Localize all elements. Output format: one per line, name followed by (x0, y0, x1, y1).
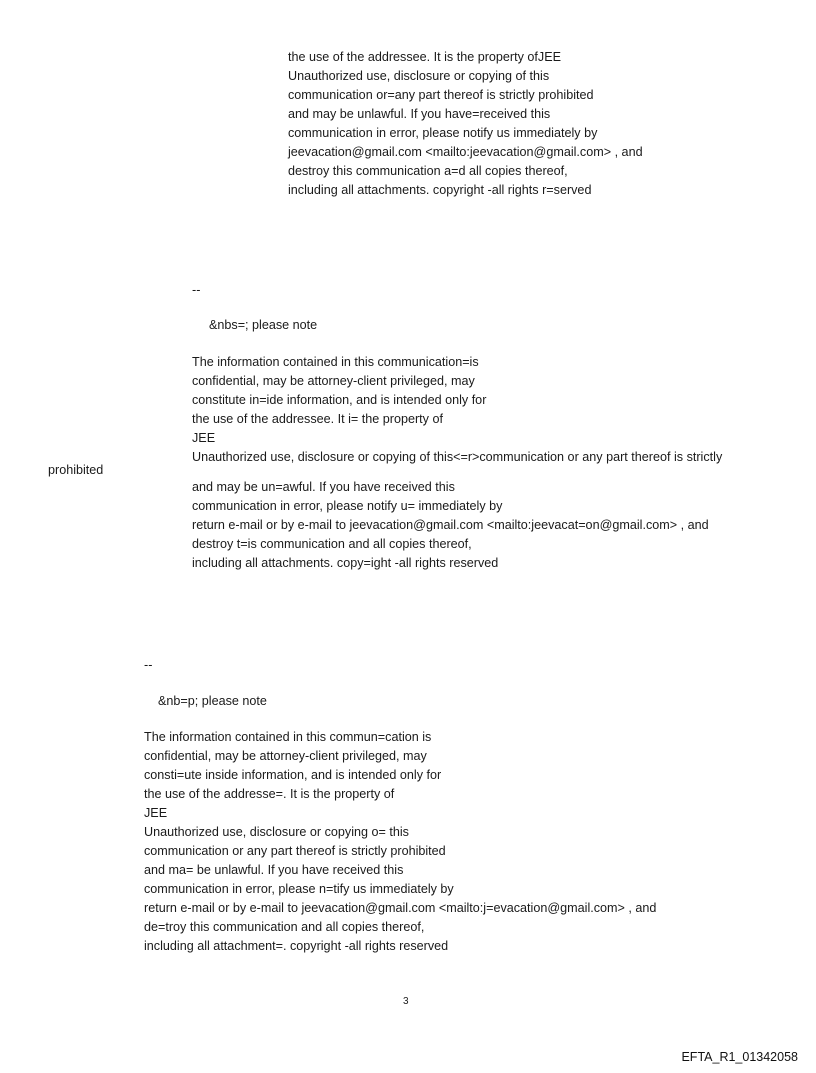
text-line: the use of the addressee. It is the property ofJEE (288, 50, 562, 64)
text-line: communication in error, please notify u= immediately by (192, 499, 503, 513)
text-line: including all attachments. copyright -all rights r=served (288, 183, 592, 197)
text-line: jeevacation@gmail.com <mailto:jeevacation@gmail.com> , and (288, 145, 643, 159)
please-note: &nbs=; please note (209, 318, 318, 332)
text-line: the use of the addresse=. It is the property of (144, 787, 395, 801)
text-line: communication or any part thereof is strictly prohibited (144, 844, 446, 858)
text-line: return e-mail or by e-mail to jeevacation@gmail.com <mailto:j=evacation@gmail.com> , and (144, 901, 657, 915)
wrapped-word: prohibited (48, 463, 104, 477)
text-line: communication in error, please n=tify us immediately by (144, 882, 454, 896)
text-line: Unauthorized use, disclosure or copying of this (288, 69, 550, 83)
text-line: confidential, may be attorney-client privileged, may (192, 374, 475, 388)
disclaimer-block-3 (144, 728, 656, 956)
text-line: and may be un=awful. If you have received this (192, 480, 455, 494)
text-line: constitute in=ide information, and is intended only for (192, 393, 487, 407)
separator: -- (192, 283, 201, 297)
text-line: JEE (144, 806, 168, 820)
page-number: 3 (403, 996, 409, 1007)
disclaimer-block-1 (288, 48, 643, 200)
text-line: Unauthorized use, disclosure or copying of this<=r>communication or any part thereof is strictly (192, 450, 723, 464)
document-id: EFTA_R1_01342058 (681, 1050, 798, 1064)
text-line: including all attachment=. copyright -all rights reserved (144, 939, 449, 953)
text-line: the use of the addressee. It i= the property of (192, 412, 443, 426)
text-line: destroy this communication a=d all copies thereof, (288, 164, 568, 178)
disclaimer-block-2a (192, 353, 722, 467)
please-note: &nb=p; please note (158, 694, 267, 708)
text-line: return e-mail or by e-mail to jeevacation@gmail.com <mailto:jeevacat=on@gmail.com> , and (192, 518, 709, 532)
text-line: JEE (192, 431, 216, 445)
text-line: including all attachments. copy=ight -all rights reserved (192, 556, 499, 570)
text-line: communication or=any part thereof is strictly prohibited (288, 88, 594, 102)
text-line: consti=ute inside information, and is intended only for (144, 768, 442, 782)
text-line: destroy t=is communication and all copies thereof, (192, 537, 472, 551)
text-line: Unauthorized use, disclosure or copying o= this (144, 825, 409, 839)
text-line: and ma= be unlawful. If you have received this (144, 863, 404, 877)
text-line: confidential, may be attorney-client privileged, may (144, 749, 427, 763)
text-line: The information contained in this commun=cation is (144, 730, 432, 744)
text-line: communication in error, please notify us immediately by (288, 126, 598, 140)
text-line: The information contained in this communication=is (192, 355, 479, 369)
text-line: and may be unlawful. If you have=received this (288, 107, 551, 121)
disclaimer-block-2b (192, 478, 709, 573)
text-line: de=troy this communication and all copies thereof, (144, 920, 425, 934)
separator: -- (144, 658, 153, 672)
